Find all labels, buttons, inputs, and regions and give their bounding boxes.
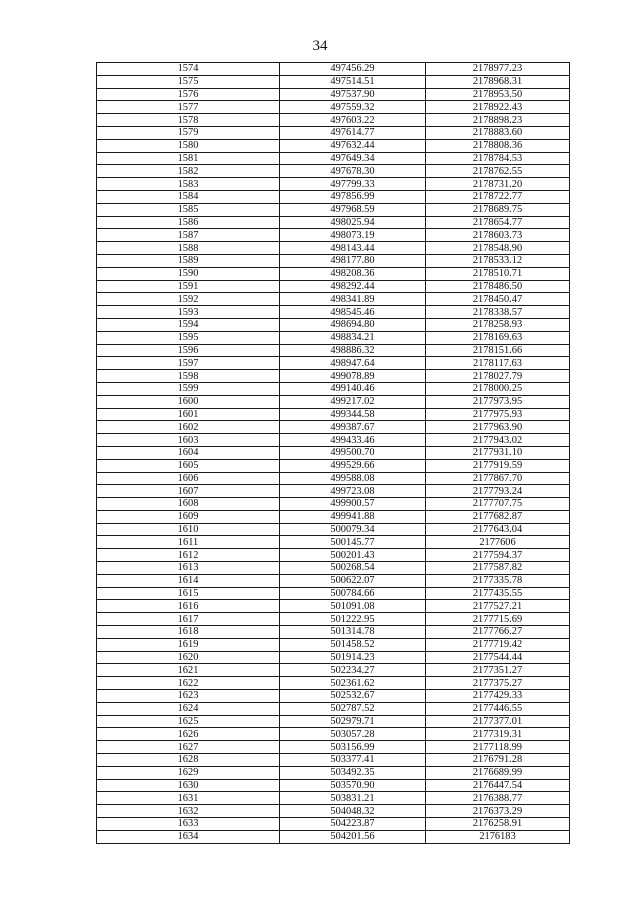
point-number-cell: 1599 [97, 382, 280, 395]
table-row [97, 242, 570, 255]
x-coordinate-cell: 499387.67 [280, 421, 426, 434]
x-coordinate-cell: 498694.80 [280, 318, 426, 331]
x-coordinate-cell: 500201.43 [280, 549, 426, 562]
table-row [97, 293, 570, 306]
y-coordinate-cell: 2178258.93 [426, 318, 570, 331]
y-coordinate-cell: 2177544.44 [426, 651, 570, 664]
x-coordinate-cell: 498341.89 [280, 293, 426, 306]
x-coordinate-cell: 503831.21 [280, 792, 426, 805]
y-coordinate-cell: 2178654.77 [426, 216, 570, 229]
point-number-cell: 1604 [97, 446, 280, 459]
point-number-cell: 1581 [97, 152, 280, 165]
y-coordinate-cell: 2176689.99 [426, 766, 570, 779]
point-number-cell: 1605 [97, 459, 280, 472]
point-number-cell: 1626 [97, 728, 280, 741]
table-row [97, 562, 570, 575]
point-number-cell: 1584 [97, 190, 280, 203]
x-coordinate-cell: 499433.46 [280, 434, 426, 447]
point-number-cell: 1608 [97, 498, 280, 511]
point-number-cell: 1583 [97, 178, 280, 191]
y-coordinate-cell: 2178510.71 [426, 267, 570, 280]
x-coordinate-cell: 504223.87 [280, 818, 426, 831]
point-number-cell: 1580 [97, 139, 280, 152]
y-coordinate-cell: 2178117.63 [426, 357, 570, 370]
x-coordinate-cell: 501222.95 [280, 613, 426, 626]
point-number-cell: 1587 [97, 229, 280, 242]
point-number-cell: 1628 [97, 754, 280, 767]
x-coordinate-cell: 499217.02 [280, 395, 426, 408]
table-row [97, 190, 570, 203]
y-coordinate-cell: 2176388.77 [426, 792, 570, 805]
point-number-cell: 1619 [97, 638, 280, 651]
table-row [97, 254, 570, 267]
table-row [97, 485, 570, 498]
table-row [97, 626, 570, 639]
coordinates-table [96, 62, 570, 844]
x-coordinate-cell: 502979.71 [280, 715, 426, 728]
x-coordinate-cell: 503156.99 [280, 741, 426, 754]
table-row [97, 370, 570, 383]
x-coordinate-cell: 499500.70 [280, 446, 426, 459]
y-coordinate-cell: 2177319.31 [426, 728, 570, 741]
table-row [97, 651, 570, 664]
y-coordinate-cell: 2178151.66 [426, 344, 570, 357]
y-coordinate-cell: 2177435.55 [426, 587, 570, 600]
x-coordinate-cell: 498025.94 [280, 216, 426, 229]
y-coordinate-cell: 2177766.27 [426, 626, 570, 639]
y-coordinate-cell: 2177587.82 [426, 562, 570, 575]
x-coordinate-cell: 502234.27 [280, 664, 426, 677]
y-coordinate-cell: 2177682.87 [426, 510, 570, 523]
table-row [97, 549, 570, 562]
table-row [97, 613, 570, 626]
y-coordinate-cell: 2177527.21 [426, 600, 570, 613]
x-coordinate-cell: 500079.34 [280, 523, 426, 536]
x-coordinate-cell: 498143.44 [280, 242, 426, 255]
point-number-cell: 1598 [97, 370, 280, 383]
point-number-cell: 1625 [97, 715, 280, 728]
y-coordinate-cell: 2177975.93 [426, 408, 570, 421]
y-coordinate-cell: 2177606 [426, 536, 570, 549]
x-coordinate-cell: 498292.44 [280, 280, 426, 293]
table-row [97, 126, 570, 139]
x-coordinate-cell: 497856.99 [280, 190, 426, 203]
y-coordinate-cell: 2177973.95 [426, 395, 570, 408]
y-coordinate-cell: 2177931.10 [426, 446, 570, 459]
point-number-cell: 1591 [97, 280, 280, 293]
table-row [97, 664, 570, 677]
x-coordinate-cell: 497632.44 [280, 139, 426, 152]
point-number-cell: 1630 [97, 779, 280, 792]
point-number-cell: 1617 [97, 613, 280, 626]
y-coordinate-cell: 2178762.55 [426, 165, 570, 178]
table-row [97, 472, 570, 485]
table-row [97, 728, 570, 741]
y-coordinate-cell: 2177118.99 [426, 741, 570, 754]
x-coordinate-cell: 498208.36 [280, 267, 426, 280]
y-coordinate-cell: 2178000.25 [426, 382, 570, 395]
x-coordinate-cell: 499078.89 [280, 370, 426, 383]
y-coordinate-cell: 2178898.23 [426, 114, 570, 127]
y-coordinate-cell: 2178548.90 [426, 242, 570, 255]
y-coordinate-cell: 2177351.27 [426, 664, 570, 677]
point-number-cell: 1616 [97, 600, 280, 613]
x-coordinate-cell: 498177.80 [280, 254, 426, 267]
table-row [97, 677, 570, 690]
coordinates-table-body [97, 63, 570, 844]
y-coordinate-cell: 2178968.31 [426, 75, 570, 88]
y-coordinate-cell: 2177719.42 [426, 638, 570, 651]
point-number-cell: 1600 [97, 395, 280, 408]
x-coordinate-cell: 503492.35 [280, 766, 426, 779]
x-coordinate-cell: 501458.52 [280, 638, 426, 651]
x-coordinate-cell: 501314.78 [280, 626, 426, 639]
point-number-cell: 1615 [97, 587, 280, 600]
table-row [97, 331, 570, 344]
table-row [97, 574, 570, 587]
y-coordinate-cell: 2178784.53 [426, 152, 570, 165]
x-coordinate-cell: 500268.54 [280, 562, 426, 575]
y-coordinate-cell: 2177375.27 [426, 677, 570, 690]
point-number-cell: 1610 [97, 523, 280, 536]
table-row [97, 792, 570, 805]
x-coordinate-cell: 501091.08 [280, 600, 426, 613]
point-number-cell: 1579 [97, 126, 280, 139]
y-coordinate-cell: 2177335.78 [426, 574, 570, 587]
table-row [97, 267, 570, 280]
point-number-cell: 1612 [97, 549, 280, 562]
x-coordinate-cell: 504201.56 [280, 830, 426, 843]
y-coordinate-cell: 2177707.75 [426, 498, 570, 511]
x-coordinate-cell: 497559.32 [280, 101, 426, 114]
y-coordinate-cell: 2178808.36 [426, 139, 570, 152]
point-number-cell: 1624 [97, 702, 280, 715]
table-row [97, 344, 570, 357]
x-coordinate-cell: 498886.32 [280, 344, 426, 357]
x-coordinate-cell: 497603.22 [280, 114, 426, 127]
y-coordinate-cell: 2177867.70 [426, 472, 570, 485]
table-row [97, 229, 570, 242]
x-coordinate-cell: 497678.30 [280, 165, 426, 178]
point-number-cell: 1601 [97, 408, 280, 421]
x-coordinate-cell: 497514.51 [280, 75, 426, 88]
table-row [97, 216, 570, 229]
x-coordinate-cell: 497649.34 [280, 152, 426, 165]
y-coordinate-cell: 2176447.54 [426, 779, 570, 792]
y-coordinate-cell: 2178731.20 [426, 178, 570, 191]
x-coordinate-cell: 498545.46 [280, 306, 426, 319]
point-number-cell: 1574 [97, 63, 280, 76]
table-row [97, 498, 570, 511]
point-number-cell: 1618 [97, 626, 280, 639]
x-coordinate-cell: 497968.59 [280, 203, 426, 216]
point-number-cell: 1629 [97, 766, 280, 779]
table-row [97, 818, 570, 831]
y-coordinate-cell: 2176791.28 [426, 754, 570, 767]
x-coordinate-cell: 499900.57 [280, 498, 426, 511]
point-number-cell: 1575 [97, 75, 280, 88]
point-number-cell: 1595 [97, 331, 280, 344]
y-coordinate-cell: 2177963.90 [426, 421, 570, 434]
table-row [97, 318, 570, 331]
table-row [97, 165, 570, 178]
point-number-cell: 1606 [97, 472, 280, 485]
x-coordinate-cell: 502361.62 [280, 677, 426, 690]
x-coordinate-cell: 500145.77 [280, 536, 426, 549]
y-coordinate-cell: 2178883.60 [426, 126, 570, 139]
y-coordinate-cell: 2178169.63 [426, 331, 570, 344]
table-row [97, 203, 570, 216]
table-row [97, 690, 570, 703]
point-number-cell: 1602 [97, 421, 280, 434]
x-coordinate-cell: 499588.08 [280, 472, 426, 485]
x-coordinate-cell: 499529.66 [280, 459, 426, 472]
table-row [97, 306, 570, 319]
point-number-cell: 1631 [97, 792, 280, 805]
table-row [97, 715, 570, 728]
table-row [97, 280, 570, 293]
y-coordinate-cell: 2178953.50 [426, 88, 570, 101]
y-coordinate-cell: 2176258.91 [426, 818, 570, 831]
point-number-cell: 1576 [97, 88, 280, 101]
table-row [97, 152, 570, 165]
point-number-cell: 1578 [97, 114, 280, 127]
x-coordinate-cell: 497614.77 [280, 126, 426, 139]
point-number-cell: 1611 [97, 536, 280, 549]
y-coordinate-cell: 2177943.02 [426, 434, 570, 447]
x-coordinate-cell: 500622.07 [280, 574, 426, 587]
y-coordinate-cell: 2177446.55 [426, 702, 570, 715]
point-number-cell: 1589 [97, 254, 280, 267]
table-row [97, 510, 570, 523]
x-coordinate-cell: 502532.67 [280, 690, 426, 703]
table-row [97, 536, 570, 549]
point-number-cell: 1614 [97, 574, 280, 587]
y-coordinate-cell: 2178338.57 [426, 306, 570, 319]
point-number-cell: 1627 [97, 741, 280, 754]
x-coordinate-cell: 503570.90 [280, 779, 426, 792]
x-coordinate-cell: 498834.21 [280, 331, 426, 344]
y-coordinate-cell: 2178533.12 [426, 254, 570, 267]
point-number-cell: 1622 [97, 677, 280, 690]
table-row [97, 600, 570, 613]
x-coordinate-cell: 499344.58 [280, 408, 426, 421]
y-coordinate-cell: 2178722.77 [426, 190, 570, 203]
x-coordinate-cell: 503057.28 [280, 728, 426, 741]
point-number-cell: 1613 [97, 562, 280, 575]
y-coordinate-cell: 2176183 [426, 830, 570, 843]
point-number-cell: 1633 [97, 818, 280, 831]
point-number-cell: 1634 [97, 830, 280, 843]
y-coordinate-cell: 2177793.24 [426, 485, 570, 498]
x-coordinate-cell: 497537.90 [280, 88, 426, 101]
table-row [97, 101, 570, 114]
table-row [97, 702, 570, 715]
table-row [97, 779, 570, 792]
table-row [97, 766, 570, 779]
table-row [97, 357, 570, 370]
table-row [97, 139, 570, 152]
point-number-cell: 1585 [97, 203, 280, 216]
y-coordinate-cell: 2177919.59 [426, 459, 570, 472]
table-row [97, 754, 570, 767]
x-coordinate-cell: 497456.29 [280, 63, 426, 76]
y-coordinate-cell: 2177429.33 [426, 690, 570, 703]
y-coordinate-cell: 2177643.04 [426, 523, 570, 536]
point-number-cell: 1621 [97, 664, 280, 677]
x-coordinate-cell: 499723.08 [280, 485, 426, 498]
point-number-cell: 1607 [97, 485, 280, 498]
y-coordinate-cell: 2178027.79 [426, 370, 570, 383]
point-number-cell: 1632 [97, 805, 280, 818]
table-row [97, 178, 570, 191]
table-row [97, 88, 570, 101]
point-number-cell: 1577 [97, 101, 280, 114]
x-coordinate-cell: 499941.88 [280, 510, 426, 523]
table-row [97, 395, 570, 408]
x-coordinate-cell: 499140.46 [280, 382, 426, 395]
table-row [97, 805, 570, 818]
table-row [97, 638, 570, 651]
y-coordinate-cell: 2178689.75 [426, 203, 570, 216]
point-number-cell: 1620 [97, 651, 280, 664]
y-coordinate-cell: 2176373.29 [426, 805, 570, 818]
table-row [97, 63, 570, 76]
y-coordinate-cell: 2178450.47 [426, 293, 570, 306]
table-row [97, 75, 570, 88]
table-row [97, 114, 570, 127]
y-coordinate-cell: 2177715.69 [426, 613, 570, 626]
x-coordinate-cell: 504048.32 [280, 805, 426, 818]
table-row [97, 421, 570, 434]
x-coordinate-cell: 501914.23 [280, 651, 426, 664]
x-coordinate-cell: 500784.66 [280, 587, 426, 600]
table-row [97, 446, 570, 459]
x-coordinate-cell: 503377.41 [280, 754, 426, 767]
point-number-cell: 1593 [97, 306, 280, 319]
table-row [97, 830, 570, 843]
x-coordinate-cell: 498073.19 [280, 229, 426, 242]
y-coordinate-cell: 2178486.50 [426, 280, 570, 293]
x-coordinate-cell: 497799.33 [280, 178, 426, 191]
point-number-cell: 1597 [97, 357, 280, 370]
table-row [97, 523, 570, 536]
point-number-cell: 1596 [97, 344, 280, 357]
x-coordinate-cell: 498947.64 [280, 357, 426, 370]
x-coordinate-cell: 502787.52 [280, 702, 426, 715]
point-number-cell: 1592 [97, 293, 280, 306]
point-number-cell: 1609 [97, 510, 280, 523]
y-coordinate-cell: 2177377.01 [426, 715, 570, 728]
y-coordinate-cell: 2178603.73 [426, 229, 570, 242]
point-number-cell: 1590 [97, 267, 280, 280]
point-number-cell: 1603 [97, 434, 280, 447]
point-number-cell: 1586 [97, 216, 280, 229]
page-number: 34 [312, 38, 328, 54]
table-row [97, 434, 570, 447]
y-coordinate-cell: 2177594.37 [426, 549, 570, 562]
point-number-cell: 1588 [97, 242, 280, 255]
point-number-cell: 1623 [97, 690, 280, 703]
point-number-cell: 1582 [97, 165, 280, 178]
table-row [97, 459, 570, 472]
point-number-cell: 1594 [97, 318, 280, 331]
table-row [97, 408, 570, 421]
y-coordinate-cell: 2178922.43 [426, 101, 570, 114]
y-coordinate-cell: 2178977.23 [426, 63, 570, 76]
table-row [97, 587, 570, 600]
table-row [97, 382, 570, 395]
table-row [97, 741, 570, 754]
